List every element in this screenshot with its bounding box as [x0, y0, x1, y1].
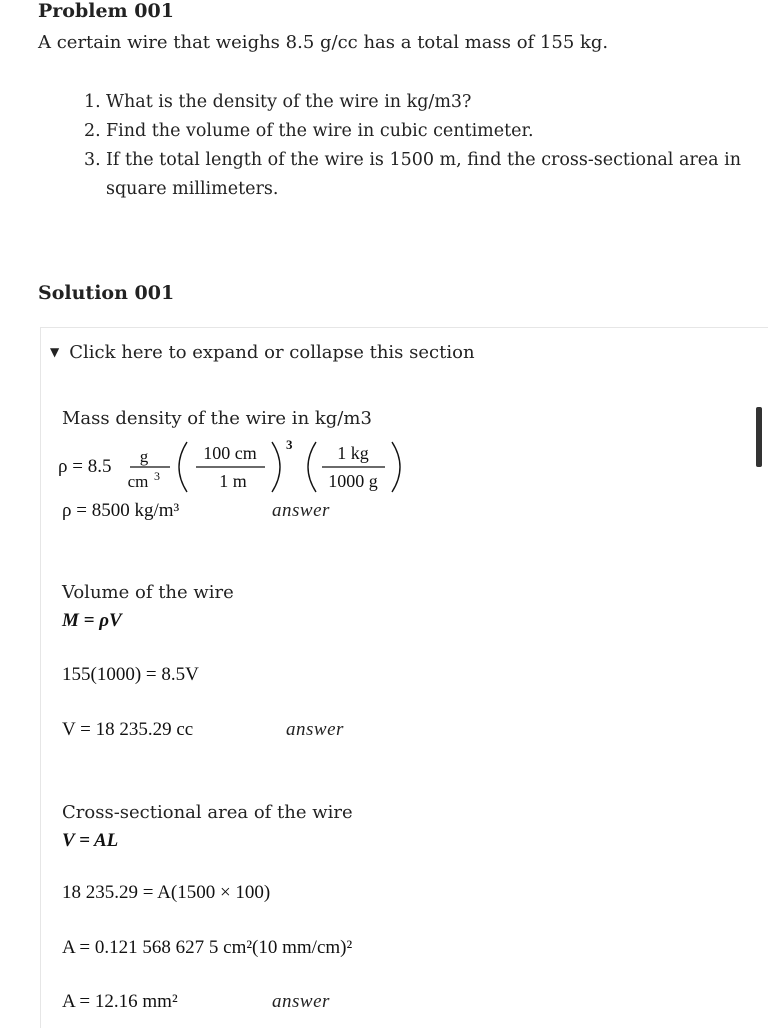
volume-answer-label: answer [286, 719, 344, 740]
eq-num2: 1 kg [337, 443, 369, 463]
volume-formula: M = ρV [62, 610, 122, 631]
eq-num1: 100 cm [203, 443, 257, 463]
question-number: 2. [84, 121, 101, 141]
solution-title: Solution 001 [38, 282, 175, 304]
question-number: 3. [84, 150, 101, 170]
density-result: ρ = 8500 kg/m³ [62, 500, 180, 521]
volume-result: V = 18 235.29 cc [62, 719, 194, 740]
eq-exp: 3 [286, 437, 293, 452]
density-equation [58, 436, 418, 498]
area-answer-label: answer [272, 991, 330, 1012]
eq-den1: 1 m [219, 471, 247, 491]
question-text: What is the density of the wire in kg/m3? [106, 92, 472, 112]
expand-collapse-toggle[interactable] [50, 342, 475, 363]
density-heading: Mass density of the wire in kg/m3 [62, 408, 372, 429]
volume-heading: Volume of the wire [62, 582, 234, 603]
problem-title: Problem 001 [38, 0, 174, 22]
eq-den2: 1000 g [328, 471, 378, 491]
problem-statement: A certain wire that weighs 8.5 g/cc has a total mass of 155 kg. [38, 32, 609, 53]
area-formula: V = AL [62, 830, 119, 851]
scrollbar-thumb[interactable] [756, 407, 762, 467]
question-item [84, 88, 764, 117]
area-heading: Cross-sectional area of the wire [62, 802, 353, 823]
toggle-label: Click here to expand or collapse this section [69, 342, 475, 363]
question-item [84, 146, 764, 204]
question-text: If the total length of the wire is 1500 m, find the cross-sectional area in square millimeters. [106, 150, 741, 199]
area-result: A = 12.16 mm² [62, 991, 178, 1012]
question-list [84, 88, 764, 204]
eq-cube: 3 [154, 469, 160, 483]
question-item [84, 117, 764, 146]
area-substitution: 18 235.29 = A(1500 × 100) [62, 882, 271, 903]
question-text: Find the volume of the wire in cubic centimeter. [106, 121, 534, 141]
eq-cm: cm [127, 472, 149, 491]
caret-down-icon: ▼ [50, 345, 60, 359]
question-number: 1. [84, 92, 101, 112]
area-step: A = 0.121 568 627 5 cm²(10 mm/cm)² [62, 937, 353, 958]
density-answer-label: answer [272, 500, 330, 521]
volume-substitution: 155(1000) = 8.5V [62, 664, 199, 685]
eq-g: g [139, 447, 149, 466]
eq-lhs: ρ = 8.5 [58, 456, 112, 477]
